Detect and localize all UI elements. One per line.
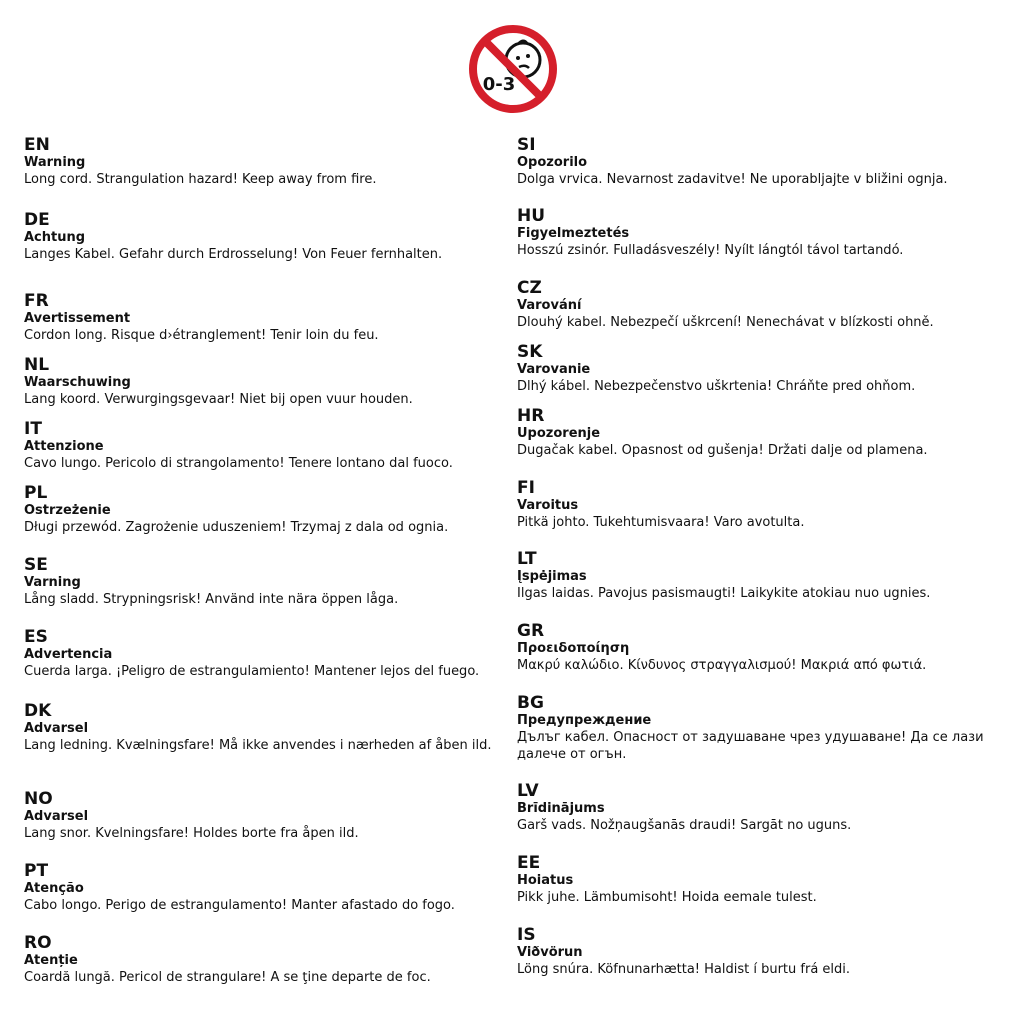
warning-text: Cordon long. Risque d›étranglement! Tenir loin du feu. <box>24 328 379 343</box>
warning-entry-pt <box>24 862 524 914</box>
age-label: 0-3 <box>482 74 516 95</box>
warning-heading: Avertissement <box>24 311 131 326</box>
warning-text: Cavo lungo. Pericolo di strangolamento! Tenere lontano dal fuoco. <box>24 456 453 471</box>
warning-entry-cz <box>517 279 1017 331</box>
warning-entry-bg <box>517 694 1017 763</box>
language-code: LV <box>517 781 539 801</box>
warning-entry-sk <box>517 343 1017 395</box>
warning-entry-it <box>24 420 524 472</box>
warning-entry-fi <box>517 479 1017 531</box>
age-warning-svg <box>468 24 558 114</box>
warning-text: Coardă lungă. Pericol de strangulare! A se ţine departe de foc. <box>24 970 431 985</box>
warning-text: Cuerda larga. ¡Peligro de estrangulamiento! Mantener lejos del fuego. <box>24 664 480 679</box>
language-code: ES <box>24 627 48 647</box>
warning-heading: Advarsel <box>24 809 89 824</box>
warning-entry-is <box>517 926 1017 978</box>
language-code: SK <box>517 342 543 362</box>
warning-heading: Įspėjimas <box>517 569 587 584</box>
warning-entry-fr <box>24 292 524 344</box>
not-for-children-0-3-icon <box>468 24 558 114</box>
warning-heading: Varoitus <box>517 498 579 513</box>
warning-text: Löng snúra. Köfnunarhætta! Haldist í burtu frá eldi. <box>517 962 851 977</box>
warning-entry-es <box>24 628 524 680</box>
language-code: DK <box>24 701 52 721</box>
warning-heading: Предупреждение <box>517 713 652 728</box>
warning-text: Dlhý kábel. Nebezpečenstvo uškrtenia! Chráňte pred ohňom. <box>517 379 916 394</box>
warning-heading: Attenzione <box>24 439 104 454</box>
language-code: RO <box>24 933 52 953</box>
warning-entry-si <box>517 136 1017 188</box>
language-code: HU <box>517 206 546 226</box>
warning-entry-ro <box>24 934 524 986</box>
warning-text: Lang ledning. Kvælningsfare! Må ikke anvendes i nærheden af åben ild. <box>24 738 492 753</box>
warning-heading: Atenção <box>24 881 84 896</box>
warning-text: Pikk juhe. Lämbumisoht! Hoida eemale tulest. <box>517 890 817 905</box>
warning-entry-nl <box>24 356 524 408</box>
warning-heading: Hoiatus <box>517 873 574 888</box>
warning-heading: Waarschuwing <box>24 375 131 390</box>
warning-entry-gr <box>517 622 1017 674</box>
language-code: FI <box>517 478 535 498</box>
language-code: IT <box>24 419 42 439</box>
language-code: SE <box>24 555 48 575</box>
warning-entry-hu <box>517 207 1017 259</box>
warning-heading: Warning <box>24 155 86 170</box>
warning-entry-en <box>24 136 524 188</box>
warning-heading: Προειδοποίηση <box>517 641 630 656</box>
language-code: PT <box>24 861 49 881</box>
language-code: NL <box>24 355 50 375</box>
warning-text: Lang koord. Verwurgingsgevaar! Niet bij open vuur houden. <box>24 392 413 407</box>
warning-entry-hr <box>517 407 1017 459</box>
warning-entry-dk <box>24 702 524 754</box>
warning-text: Dugačak kabel. Opasnost od gušenja! Držati dalje od plamena. <box>517 443 928 458</box>
warning-heading: Atenție <box>24 953 78 968</box>
warning-entry-no <box>24 790 524 842</box>
warning-text: Langes Kabel. Gefahr durch Erdrosselung! Von Feuer fernhalten. <box>24 247 443 262</box>
warning-heading: Opozorilo <box>517 155 588 170</box>
language-code: IS <box>517 925 536 945</box>
warning-text: Długi przewód. Zagrożenie uduszeniem! Trzymaj z dala od ognia. <box>24 520 449 535</box>
language-code: LT <box>517 549 537 569</box>
warning-entry-se <box>24 556 524 608</box>
warning-heading: Figyelmeztetés <box>517 226 630 241</box>
warning-text: Lang snor. Kvelningsfare! Holdes borte fra åpen ild. <box>24 826 359 841</box>
warning-entry-pl <box>24 484 524 536</box>
warning-heading: Advertencia <box>24 647 113 662</box>
language-code: CZ <box>517 278 542 298</box>
warning-heading: Brīdinājums <box>517 801 605 816</box>
language-code: PL <box>24 483 48 503</box>
language-code: EE <box>517 853 541 873</box>
language-code: HR <box>517 406 545 426</box>
warning-text: Dlouhý kabel. Nebezpečí uškrcení! Nenechávat v blízkosti ohně. <box>517 315 934 330</box>
language-code: BG <box>517 693 544 713</box>
warning-text: Дълъг кабел. Опасност от задушаване чрез удушаване! Да се лази далече от огън. <box>517 730 984 762</box>
warning-text: Ilgas laidas. Pavojus pasismaugti! Laikykite atokiau nuo ugnies. <box>517 586 931 601</box>
warning-text: Cabo longo. Perigo de estrangulamento! Manter afastado do fogo. <box>24 898 455 913</box>
language-code: SI <box>517 135 536 155</box>
warning-heading: Ostrzeżenie <box>24 503 111 518</box>
language-code: EN <box>24 135 50 155</box>
language-code: DE <box>24 210 50 230</box>
warning-text: Lång sladd. Strypningsrisk! Använd inte nära öppen låga. <box>24 592 399 607</box>
warning-text: Pitkä johto. Tukehtumisvaara! Varo avotulta. <box>517 515 805 530</box>
language-code: NO <box>24 789 53 809</box>
warning-heading: Viðvörun <box>517 945 583 960</box>
warning-text: Garš vads. Nožņaugšanās draudi! Sargāt no uguns. <box>517 818 852 833</box>
warning-heading: Advarsel <box>24 721 89 736</box>
warning-entry-de <box>24 211 524 263</box>
warning-entry-lv <box>517 782 1017 834</box>
warning-text: Long cord. Strangulation hazard! Keep away from fire. <box>24 172 377 187</box>
warning-text: Μακρύ καλώδιο. Κίνδυνος στραγγαλισμού! Μακριά από φωτιά. <box>517 658 927 673</box>
warning-heading: Upozorenje <box>517 426 601 441</box>
warning-heading: Varování <box>517 298 582 313</box>
warning-text: Hosszú zsinór. Fulladásveszély! Nyílt lángtól távol tartandó. <box>517 243 904 258</box>
language-code: GR <box>517 621 545 641</box>
warning-entry-ee <box>517 854 1017 906</box>
warning-heading: Achtung <box>24 230 86 245</box>
warning-heading: Varovanie <box>517 362 591 377</box>
language-code: FR <box>24 291 49 311</box>
warning-entry-lt <box>517 550 1017 602</box>
warning-heading: Varning <box>24 575 81 590</box>
warning-text: Dolga vrvica. Nevarnost zadavitve! Ne uporabljajte v bližini ognja. <box>517 172 948 187</box>
